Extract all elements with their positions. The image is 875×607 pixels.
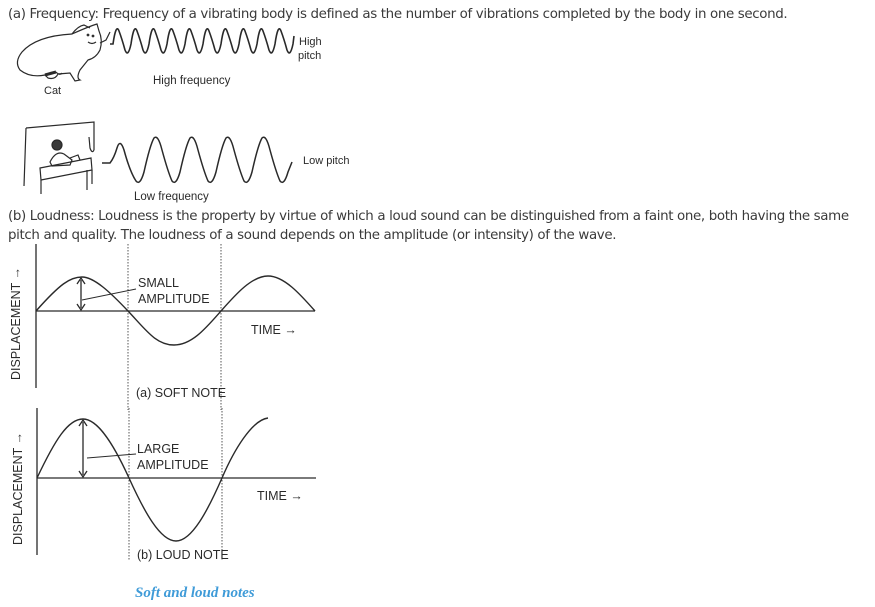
frequency-definition: (a) Frequency: Frequency of a vibrating body is defined as the number of vibrations completed by the body in one second. — [8, 7, 788, 22]
low-frequency-wave — [102, 137, 292, 182]
soft-note-title: (a) SOFT NOTE — [136, 386, 227, 400]
low-pitch-label: Low pitch — [303, 155, 350, 167]
loud-note-title: (b) LOUD NOTE — [137, 548, 229, 562]
loudness-definition: (b) Loudness: Loudness is the property by virtue of which a loud sound can be distinguished from a faint one, both having the same pitch and quality. The loudness of a sound depends on the amplitude (or intensity) of the wave. — [8, 209, 849, 243]
loud-note-graph — [37, 408, 316, 560]
small-amplitude-label-line1: SMALL — [138, 276, 179, 290]
soft-x-axis-label: TIME → — [251, 323, 297, 337]
loud-x-axis-label: TIME → — [257, 489, 303, 503]
figure-caption: Soft and loud notes — [135, 585, 255, 601]
high-pitch-label-line1: High — [299, 36, 322, 48]
high-pitch-label-line2: pitch — [298, 50, 322, 62]
small-amplitude-label-line2: AMPLITUDE — [138, 292, 210, 306]
large-amplitude-label-line1: LARGE — [137, 442, 180, 456]
high-frequency-wave — [110, 29, 294, 53]
soft-y-axis-label: DISPLACEMENT → — [9, 267, 23, 380]
cat-illustration — [17, 24, 110, 81]
low-frequency-label: Low frequency — [134, 191, 209, 203]
high-frequency-label: High frequency — [153, 75, 231, 87]
man-at-desk-illustration — [24, 122, 94, 194]
loud-y-axis-label: DISPLACEMENT → — [11, 432, 25, 545]
large-amplitude-label-line2: AMPLITUDE — [137, 458, 209, 472]
cat-label: Cat — [44, 85, 62, 97]
